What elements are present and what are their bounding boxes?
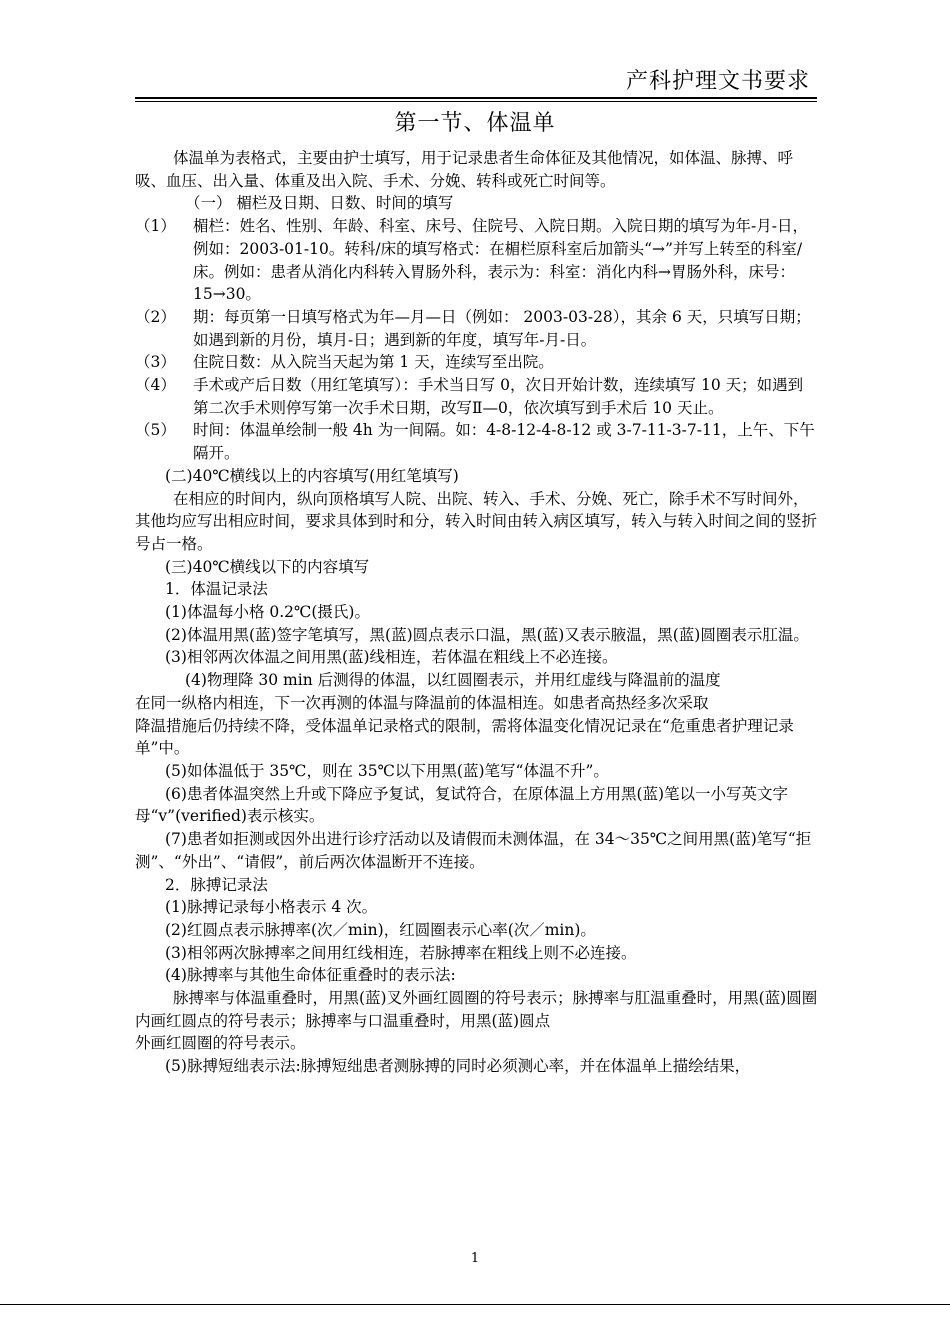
part3-heading: (三)40℃横线以下的内容填写 xyxy=(165,557,370,576)
list-item xyxy=(135,419,818,464)
item-text: 手术或产后日数（用红笔填写）：手术当日写 0，次日开始计数，连续填写 10 天；如遇到第二次手术则停写第一次手术日期，改写Ⅱ—0，依次填写到手术后 10 天止。 xyxy=(193,376,804,417)
temp-item: (3)相邻两次体温之间用黑(蓝)线相连，若体温在粗线上不必连接。 xyxy=(165,648,618,667)
pulse-item: (4)脉搏率与其他生命体征重叠时的表示法: xyxy=(165,966,456,985)
item-number: （3） xyxy=(135,353,176,372)
temp-item-continued: 降温措施后仍持续不降，受体温单记录格式的限制，需将体温变化情况记录在“危重患者护理记录单”中。 xyxy=(135,716,794,758)
item-text: 楣栏：姓名、性别、年龄、科室、床号、住院号、入院日期。入院日期的填写为年-月-日，例如：2003-01-10。转科/床的填写格式：在楣栏原科室后加箭头“→”并写上转至的科室/床。例如：患者从消化内科转入胃肠外科，表示为：科室：消化内科→胃肠外科，床号： 15→30。 xyxy=(193,217,808,304)
item-text: 住院日数：从入院当天起为第 1 天，连续写至出院。 xyxy=(193,353,554,372)
pulse-item: (2)红圆点表示脉搏率(次／min)，红圆圈表示心率(次／min)。 xyxy=(165,920,596,939)
list-item xyxy=(135,351,818,374)
item-number: （1） xyxy=(135,217,176,236)
intro-paragraph: 体温单为表格式，主要由护士填写，用于记录患者生命体征及其他情况，如体温、脉搏、呼吸、血压、出入量、体重及出入院、手术、分娩、转科或死亡时间等。 xyxy=(135,149,794,190)
pulse-item: (3)相邻两次脉搏率之间用红线相连，若脉搏率在粗线上则不必连接。 xyxy=(165,943,637,962)
list-item xyxy=(135,374,818,419)
temp-item: (1)体温每小格 0.2℃(摄氏)。 xyxy=(165,603,370,622)
temp-item: (2)体温用黑(蓝)签字笔填写，黑(蓝)圆点表示口温，黑(蓝)又表示腋温，黑(蓝)圆圈表示肛温。 xyxy=(165,625,809,644)
pulse-item: (5)脉搏短绌表示法:脉搏短绌患者测脉搏的同时必须测心率，并在体温单上描绘结果， xyxy=(165,1057,751,1076)
list-item xyxy=(135,306,818,351)
item-number: （5） xyxy=(135,421,176,440)
document-header-title: 产科护理文书要求 xyxy=(625,69,810,94)
item-number: （2） xyxy=(135,307,176,326)
header-divider-thin xyxy=(135,101,817,102)
pulse-item: (1)脉搏记录每小格表示 4 次。 xyxy=(165,898,378,917)
temp-item: (7)患者如拒测或因外出进行诊疗活动以及请假而未测体温，在 34～35℃之间用黑(蓝)笔写“拒测”、“外出”、“请假”，前后两次体温断开不连接。 xyxy=(135,830,812,871)
temp-item: (6)患者体温突然上升或下降应予复试，复试符合，在原体温上方用黑(蓝)笔以一小写英文字母“v”(verified)表示核实。 xyxy=(135,784,789,826)
list-item xyxy=(135,215,818,306)
temp-item: (4)物理降 30 min 后测得的体温，以红圆圈表示，并用红虚线与降温前的温度 xyxy=(185,671,721,690)
section-title: 第一节、体温单 xyxy=(394,111,556,136)
pulse-heading: 2．脉搏记录法 xyxy=(165,875,268,894)
part2-paragraph: 在相应的时间内，纵向顶格填写人院、出院、转入、手术、分娩、死亡，除手术不写时间外，其他均应写出相应时间，要求具体到时和分，转入时间由转入病区填写，转入与转入时间之间的竖折号占一格。 xyxy=(135,489,818,553)
item-number: （4） xyxy=(135,376,176,395)
part2-heading: (二)40℃横线以上的内容填写(用红笔填写) xyxy=(165,466,459,485)
item-text: 时间：体温单绘制一般 4h 为一间隔。如：4-8-12-4-8-12 或 3-7-11-3-7-11，上午、下午隔开。 xyxy=(193,421,815,463)
header-divider xyxy=(135,97,817,99)
footer-divider xyxy=(0,1304,950,1305)
document-body xyxy=(135,147,818,1078)
pulse-item: 脉搏率与体温重叠时，用黑(蓝)叉外画红圆圈的符号表示；脉搏率与肛温重叠时，用黑(蓝)圆圈内画红圆点的符号表示；脉搏率与口温重叠时，用黑(蓝)圆点 xyxy=(135,989,818,1030)
item-text: 期：每页第一日填写格式为年—月—日（例如： 2003-03-28），其余 6 天，只填写日期；如遇到新的月份，填月-日；遇到新的年度，填写年-月-日。 xyxy=(193,307,811,349)
temp-heading: 1．体温记录法 xyxy=(165,580,268,599)
temp-item: (5)如体温低于 35℃，则在 35℃以下用黑(蓝)笔写“体温不升”。 xyxy=(165,761,609,780)
temp-item-continued: 在同一纵格内相连，下一次再测的体温与降温前的体温相连。如患者高热经多次采取 xyxy=(135,693,709,712)
page-number: 1 xyxy=(470,1251,480,1266)
part1-heading: （一） 楣栏及日期、日数、时间的填写 xyxy=(185,194,454,213)
pulse-item-continued: 外画红圆圈的符号表示。 xyxy=(135,1034,306,1053)
